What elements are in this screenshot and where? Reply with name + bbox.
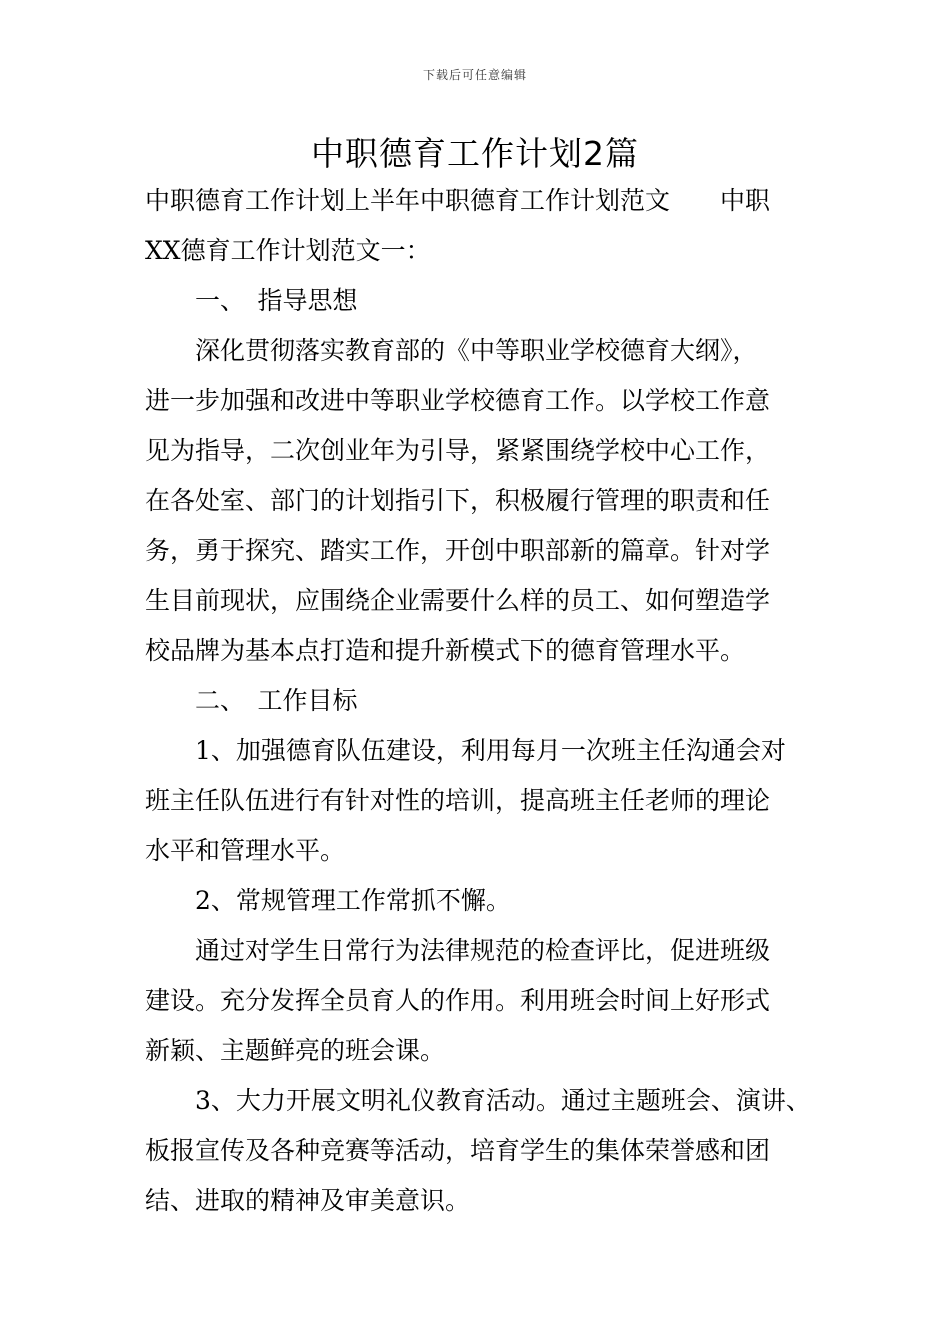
- text-line: 水平和管理水平。: [145, 836, 346, 865]
- text-line: XX德育工作计划范文一：: [145, 236, 431, 265]
- text-line: 生目前现状，应围绕企业需要什么样的员工、如何塑造学: [145, 586, 771, 615]
- text-line: 中职德育工作计划上半年中职德育工作计划范文 中职: [145, 186, 771, 215]
- text-line: 1、加强德育队伍建设，利用每月一次班主任沟通会对: [145, 736, 786, 765]
- document-body: [145, 176, 815, 1226]
- text-line: 板报宣传及各种竞赛等活动，培育学生的集体荣誉感和团: [145, 1136, 771, 1165]
- text-line: 结、进取的精神及审美意识。: [145, 1186, 471, 1215]
- text-line: 在各处室、部门的计划指引下，积极履行管理的职责和任: [145, 486, 771, 515]
- text-line: 深化贯彻落实教育部的《中等职业学校德育大纲》，: [145, 336, 758, 365]
- text-line: 建设。充分发挥全员育人的作用。利用班会时间上好形式: [145, 986, 771, 1015]
- section-heading: 二、 工作目标: [145, 686, 358, 715]
- section-heading: 一、 指导思想: [145, 286, 358, 315]
- text-line: 进一步加强和改进中等职业学校德育工作。以学校工作意: [145, 386, 771, 415]
- text-line: 务，勇于探究、踏实工作，开创中职部新的篇章。针对学: [145, 536, 771, 565]
- page-header-note: 下载后可任意编辑: [422, 68, 527, 82]
- text-line: 通过对学生日常行为法律规范的检查评比，促进班级: [145, 936, 771, 965]
- text-line: 班主任队伍进行有针对性的培训，提高班主任老师的理论: [145, 786, 771, 815]
- text-line: 3、大力开展文明礼仪教育活动。通过主题班会、演讲、: [145, 1086, 811, 1115]
- text-line: 2、常规管理工作常抓不懈。: [145, 886, 511, 915]
- text-line: 见为指导，二次创业年为引导，紧紧围绕学校中心工作，: [145, 436, 771, 465]
- text-line: 校品牌为基本点打造和提升新模式下的德育管理水平。: [145, 636, 746, 665]
- text-line: 新颖、主题鲜亮的班会课。: [145, 1036, 446, 1065]
- document-title: 中职德育工作计划2篇: [311, 134, 639, 173]
